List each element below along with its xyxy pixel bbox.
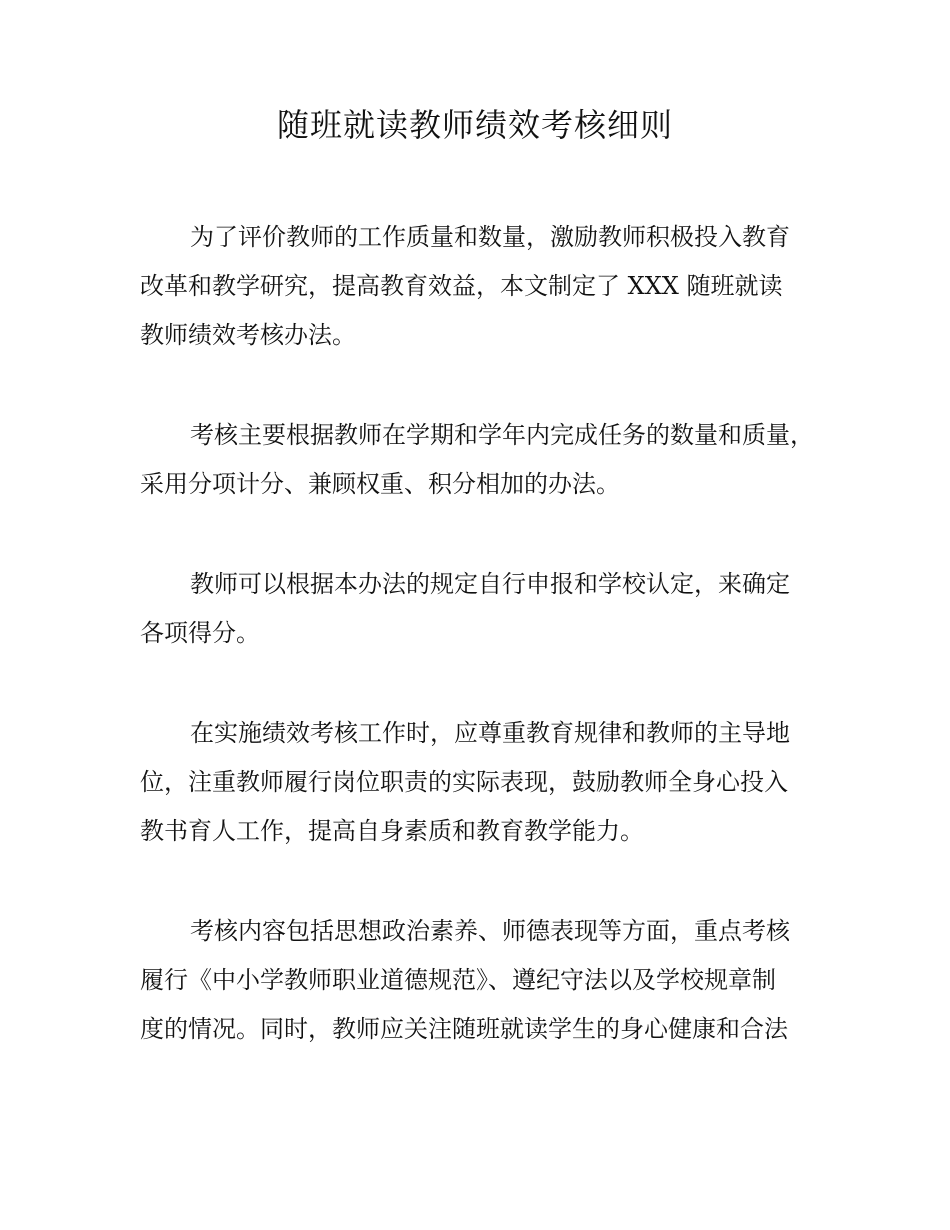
paragraph-4-line-3: 教书育人工作，提高自身素质和教育教学能力。: [140, 817, 644, 845]
paragraph-5-line-1: 考核内容包括思想政治素养、师德表现等方面，重点考核: [190, 917, 790, 945]
paragraph-2-line-2: 采用分项计分、兼顾权重、积分相加的办法。: [140, 470, 620, 498]
paragraph-4-line-2: 位，注重教师履行岗位职责的实际表现，鼓励教师全身心投入: [140, 768, 788, 796]
paragraph-2-line-1: 考核主要根据教师在学期和学年内完成任务的数量和质量，: [190, 421, 814, 449]
paragraph-1-line-2: 改革和教学研究，提高教育效益，本文制定了 XXX 随班就读: [140, 272, 783, 300]
paragraph-5-line-3: 度的情况。同时，教师应关注随班就读学生的身心健康和合法: [140, 1015, 788, 1043]
paragraph-3-line-2: 各项得分。: [140, 619, 260, 647]
paragraph-4-line-1: 在实施绩效考核工作时，应尊重教育规律和教师的主导地: [190, 719, 790, 747]
paragraph-5-line-2: 履行《中小学教师职业道德规范》、遵纪守法以及学校规章制: [140, 966, 776, 994]
page-title: 随班就读教师绩效考核细则: [276, 106, 673, 144]
paragraph-1-line-1: 为了评价教师的工作质量和数量，激励教师积极投入教育: [190, 223, 790, 251]
paragraph-3-line-1: 教师可以根据本办法的规定自行申报和学校认定，来确定: [190, 570, 790, 598]
paragraph-1-line-3: 教师绩效考核办法。: [140, 321, 356, 349]
